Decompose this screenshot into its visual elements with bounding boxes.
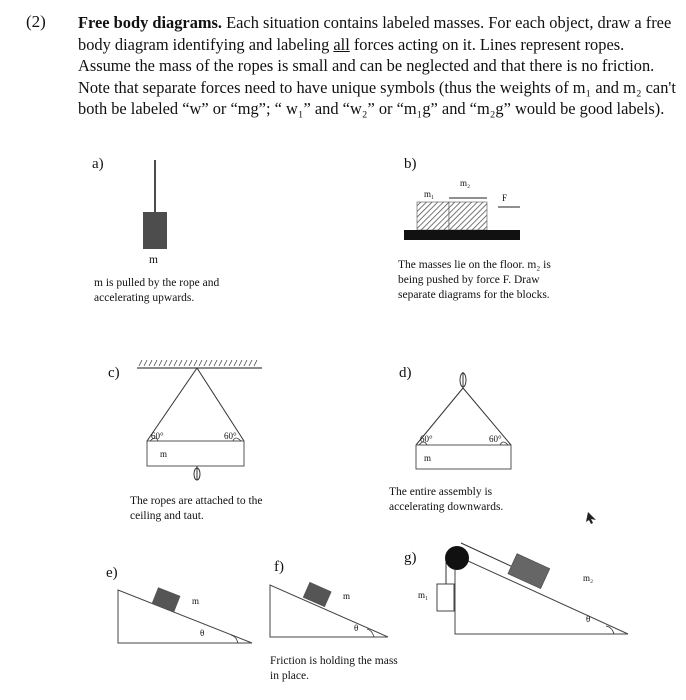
diagram-a bbox=[143, 160, 167, 249]
diagram-e bbox=[118, 587, 252, 643]
part-a-mass: m bbox=[149, 254, 158, 266]
part-a-label: a) bbox=[92, 156, 104, 172]
part-c-angle-left: 60° bbox=[151, 431, 164, 441]
part-b-label: b) bbox=[404, 156, 417, 172]
block-m2-b bbox=[449, 202, 487, 230]
diagram-b bbox=[404, 198, 520, 240]
part-f-label: f) bbox=[274, 559, 284, 575]
rope-right-d bbox=[463, 388, 511, 445]
part-g-angle: θ bbox=[586, 614, 591, 624]
part-f-caption: Friction is holding the mass in place. bbox=[270, 655, 398, 682]
part-g-mass2: m₂ bbox=[583, 573, 594, 583]
part-d-angle-left: 60° bbox=[420, 434, 433, 444]
part-f-angle: θ bbox=[354, 623, 359, 633]
intro-all: all bbox=[333, 34, 350, 54]
part-c-angle-right: 60° bbox=[224, 431, 237, 441]
part-b-mass2: m₂ bbox=[460, 178, 471, 188]
part-c-mass: m bbox=[160, 449, 168, 459]
diagram-f bbox=[270, 582, 388, 637]
pulley-g bbox=[445, 546, 469, 570]
mass-block-a bbox=[143, 212, 167, 249]
part-f-mass: m bbox=[343, 591, 351, 601]
part-g-label: g) bbox=[404, 550, 417, 566]
part-d-angle-right: 60° bbox=[489, 434, 502, 444]
part-b-caption: The masses lie on the floor. m₂ is being pushed by force F. Draw separate diagrams for the blocks. bbox=[398, 259, 551, 301]
part-c-label: c) bbox=[108, 365, 120, 381]
diagram-g bbox=[437, 543, 628, 634]
question-number: (2) bbox=[26, 12, 46, 31]
part-b-force: F bbox=[502, 193, 508, 203]
part-e-angle: θ bbox=[200, 628, 205, 638]
intro-text-b: forces acting on it. Lines represent ropes. Assume the mass of the ropes is small and can be neglected and that there is no friction. Note that separate forces need to have unique symbols (thus the weights of m₁ and m₂ can't both be labeled “w” or “mg”; “ w₁” and “w₂” or “m₁g” and “m₂g” would be good labels). bbox=[78, 34, 676, 118]
part-e-mass: m bbox=[192, 596, 200, 606]
part-d-label: d) bbox=[399, 365, 412, 381]
part-d-caption: The entire assembly is accelerating downwards. bbox=[389, 486, 504, 513]
part-c-caption: The ropes are attached to the ceiling and taut. bbox=[130, 495, 263, 522]
block-m1-g bbox=[437, 584, 454, 611]
ceiling-hatch-c bbox=[139, 360, 257, 366]
intro-text-a: Each situation contains labeled masses. For each object, draw a free body diagram identifying and labeling bbox=[78, 13, 672, 54]
part-b-mass1: m₁ bbox=[424, 189, 435, 199]
block-m1-b bbox=[417, 202, 449, 230]
diagram-c bbox=[137, 360, 262, 480]
part-g-mass1: m₁ bbox=[418, 590, 429, 600]
part-e-label: e) bbox=[106, 565, 118, 581]
part-d-mass: m bbox=[424, 453, 432, 463]
floor-b bbox=[404, 230, 520, 240]
intro-title: Free body diagrams. bbox=[78, 13, 223, 32]
part-a-caption: m is pulled by the rope and accelerating upwards. bbox=[94, 277, 220, 304]
cursor-icon bbox=[586, 512, 596, 524]
